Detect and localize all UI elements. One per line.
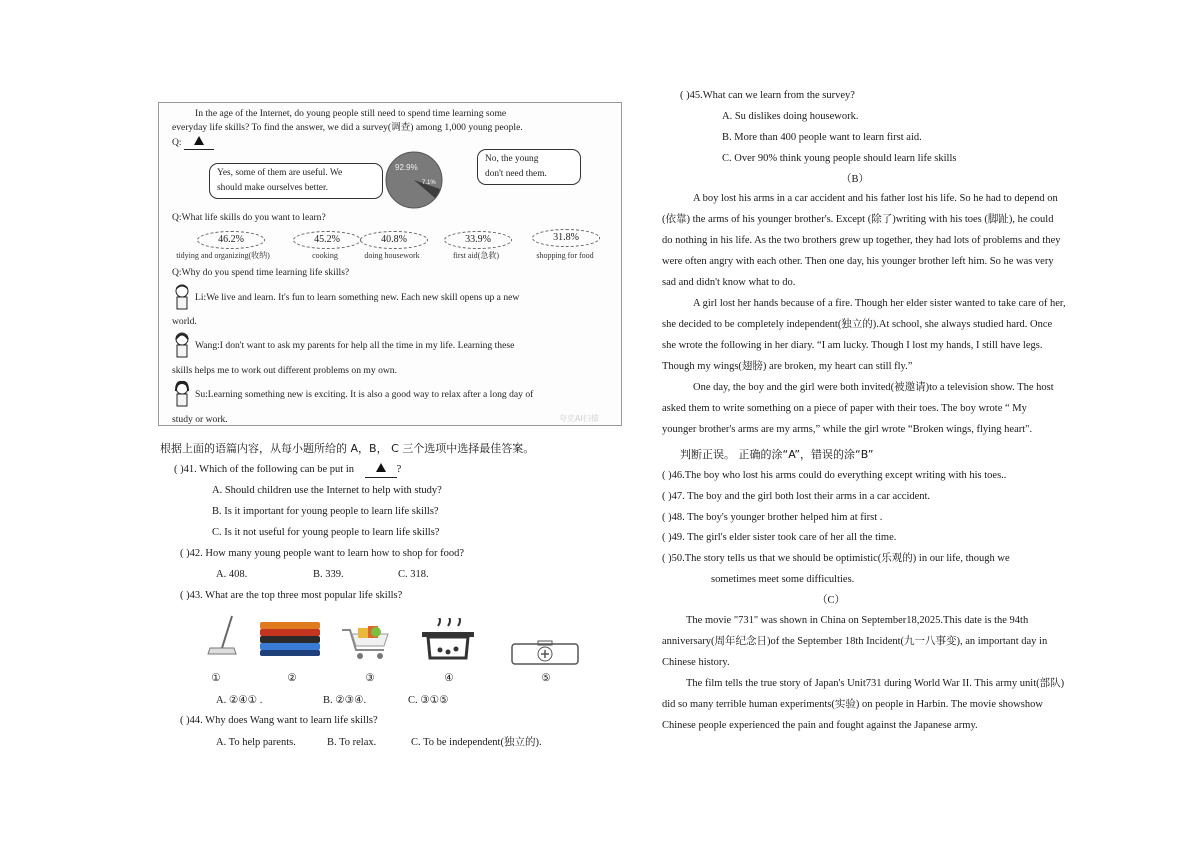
bubble-yes [209,163,383,199]
pic-number-1: ① [211,673,221,684]
skill-pct-4: 33.9% [444,231,512,249]
b-line-4: were often angry with each other. Then one day, his younger brother left him. So he was very [662,256,1054,267]
section-b-heading: （B） [840,174,869,185]
skill-pct-3: 40.8% [360,231,428,249]
q42-option-a: A. 408. [216,569,248,580]
q1-text: Q: [172,137,182,148]
question-50-line-2: sometimes meet some difficulties. [711,574,855,585]
b-line-3: do nothing in his life. As the two brothers grew up together, they had lots of problems and they [662,235,1061,246]
passage-b [662,188,1126,440]
b-line-7: she decided to be completely independent(独立的).At school, she always studied hard. Once [662,319,1053,330]
b-line-10: One day, the boy and the girl were both invited(被邀请)to a television show. The host [693,382,1054,393]
skill-label-3: doing housework [364,251,420,260]
q45-option-c: C. Over 90% think young people should learn life skills [722,153,957,164]
question-47: ( )47. The boy and the girl both lost their arms in a car accident. [662,491,931,502]
question-50: ( )50.The story tells us that we should be optimistic(乐观的) in our life, though we [662,553,1010,564]
q45-option-a: A. Su dislikes doing housework. [722,111,859,122]
su-line-2: study or work. [172,414,228,425]
pic-number-5: ⑤ [541,673,551,684]
question-41 [174,463,401,478]
pic-number-3: ③ [365,673,375,684]
b-line-6: A girl lost her hands because of a fire. Though her elder sister wanted to take care of her, [693,298,1066,309]
q42-option-b: B. 339. [313,569,344,580]
bubble-yes-line-2: should make ourselves better. [217,183,328,193]
q43-option-a: A. ②④① . [216,695,263,706]
q41-option-a: A. Should children use the Internet to help with study? [212,485,442,496]
q44-option-a: A. To help parents. [216,737,296,748]
passage-c [662,610,1126,736]
question-42: ( )42. How many young people want to learn how to shop for food? [180,548,465,559]
b-line-12: younger brother's arms are my arms,” while the girl wrote “Broken wings, flying heart". [662,424,1033,435]
c-line-5: did so many terrible human experiments(实验) on people in Harbin. The movie showshow [662,699,1043,710]
question-2: Q:What life skills do you want to learn? [172,212,326,223]
avatar-icon [173,283,191,311]
skill-label-1: tidying and organizing(收纳) [176,251,270,260]
skill-pct-5: 31.8% [532,229,600,247]
q41-option-b: B. Is it important for young people to learn life skills? [212,506,439,517]
li-line-2: world. [172,316,197,327]
q41-end: ? [396,464,402,475]
instruction: 根据上面的语篇内容，从每小题所给的 A，B， C 三个选项中选择最佳答案。 [160,442,535,455]
mop-icon [204,614,244,658]
cooking-pot-icon [418,618,478,662]
question-48: ( )48. The boy's younger brother helped him at first . [662,512,883,523]
avatar-icon [173,331,191,359]
watermark: 夸克AI扫描 [559,414,599,423]
question-45: ( )45.What can we learn from the survey? [680,90,855,101]
skill-pct-1: 46.2% [197,231,265,249]
question-49: ( )49. The girl's elder sister took care of her all the time. [662,532,897,543]
folded-clothes-icon [258,620,324,660]
pic-number-4: ④ [444,673,454,684]
triangle-icon [376,463,386,472]
q41-text: ( )41. Which of the following can be put in [174,464,355,475]
b-line-1: A boy lost his arms in a car accident and his father lost his life. So he had to depend on [693,193,1058,204]
bubble-yes-line-1: Yes, some of them are useful. We [217,168,343,178]
shopping-cart-icon [340,624,394,662]
question-46: ( )46.The boy who lost his arms could do everything except writing with his toes.. [662,470,1007,481]
survey-intro-line-1: In the age of the Internet, do young people still need to spend time learning some [195,108,507,119]
c-line-6: Chinese people experienced the pain and fought against the Japanese army. [662,720,978,731]
bubble-no [477,149,581,185]
wang-line-2: skills helps me to work out different problems on my own. [172,365,397,376]
b-line-11: asked them to write something on a piece of paper with their toes. The boy wrote “ My [662,403,1027,414]
question-43: ( )43. What are the top three most popular life skills? [180,590,403,601]
survey-intro-line-2: everyday life skills? To find the answer, we did a survey(调查) among 1,000 young people. [172,122,523,133]
c-line-1: The movie "731" was shown in China on September18,2025.This date is the 94th [686,615,1029,626]
pic-number-2: ② [287,673,297,684]
su-line-1: Su:Learning something new is exciting. It is also a good way to relax after a long day of [195,389,534,400]
b-line-2: (依靠) the arms of his younger brother's. Except (除了)writing with his toes (脚趾), he could [662,214,1054,225]
question-44: ( )44. Why does Wang want to learn life skills? [180,715,378,726]
q44-option-b: B. To relax. [327,737,377,748]
survey-figure [158,102,622,426]
question-1-label [172,136,214,150]
wang-line-1: Wang:I don't want to ask my parents for help all the time in my life. Learning these [195,340,515,351]
q45-option-b: B. More than 400 people want to learn first aid. [722,132,922,143]
c-line-3: Chinese history. [662,657,730,668]
skill-label-5: shopping for food [536,251,594,260]
q43-option-b: B. ②③④. [323,695,367,706]
skill-pct-2: 45.2% [293,231,361,249]
b-line-8: she wrote the following in her diary. “I am lucky. Though I lost my hands, I still have legs. [662,340,1043,351]
c-line-2: anniversary(周年纪念日)of the September 18th Incident(九一八事变), an important day in [662,636,1048,647]
question-3: Q:Why do you spend time learning life skills? [172,267,350,278]
li-line-1: Li:We live and learn. It's fun to learn something new. Each new skill opens up a new [195,292,520,303]
first-aid-kit-icon [510,640,580,666]
avatar-icon [173,379,191,407]
section-c-heading: （C） [816,595,845,606]
b-line-5: sad and didn't know what to do. [662,277,796,288]
pie-label-small: 7.1% [422,180,436,186]
q42-option-c: C. 318. [398,569,429,580]
q41-option-c: C. Is it not useful for young people to learn life skills? [212,527,440,538]
skill-label-2: cooking [312,251,338,260]
q44-option-c: C. To be independent(独立的). [411,737,542,748]
q43-option-c: C. ③①⑤ [408,695,449,706]
pie-chart [385,151,443,209]
bubble-no-line-1: No, the young [485,154,539,164]
c-line-4: The film tells the true story of Japan's Unit731 during World War II. This army unit(部队) [686,678,1065,689]
b-line-9: Though my wings(翅膀) are broken, my heart can still fly.” [662,361,913,372]
judge-instruction: 判断正误。 正确的涂“A”，错误的涂“B” [680,448,874,461]
pie-label-big: 92.9% [395,163,418,172]
skill-label-4: first aid(急救) [453,251,499,260]
bubble-no-line-2: don't need them. [485,169,547,179]
triangle-icon [194,136,204,145]
